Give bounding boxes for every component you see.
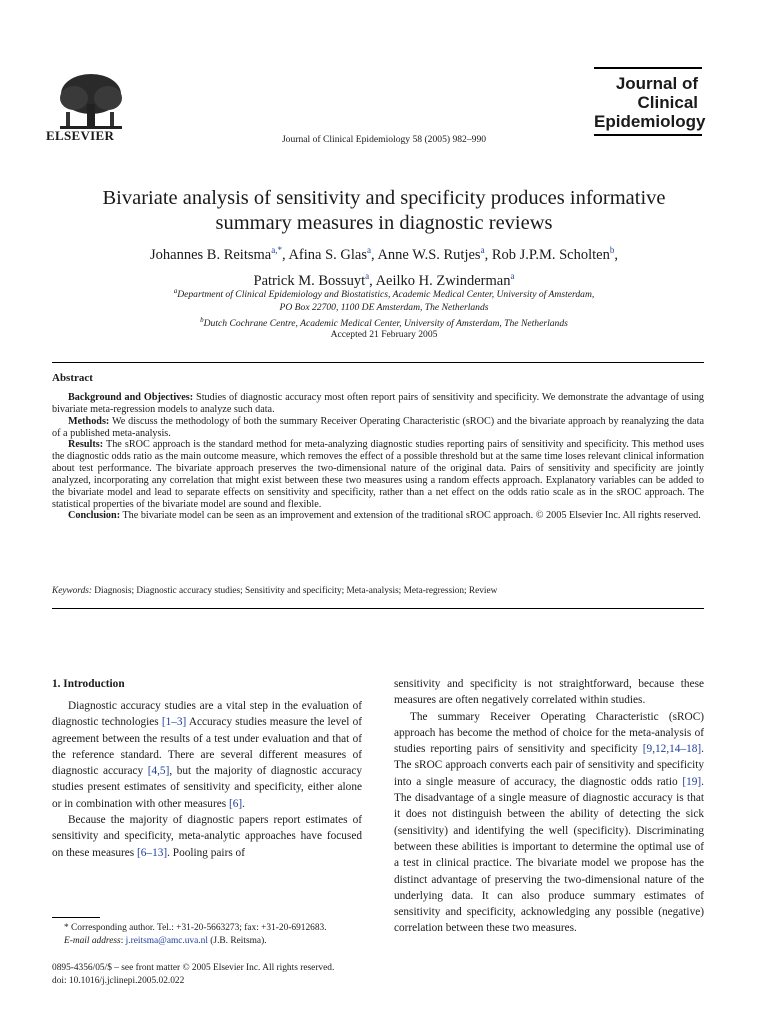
author-separator: ,: [369, 272, 376, 289]
paragraph: [394, 676, 704, 709]
page-footer: [52, 962, 334, 988]
right-column: [394, 676, 704, 937]
title-line: summary measures in diagnostic reviews: [215, 212, 553, 234]
copyright-line: 0895-4356/05/$ – see front matter © 2005 Elsevier Inc. All rights reserved.: [52, 963, 335, 973]
abstract-text: We discuss the methodology of both the summary Receiver Operating Characteristic (sROC) and the bivariate approach by reanalyzing the data of a published meta-analysis.: [52, 415, 704, 439]
affiliations: [40, 285, 728, 330]
author-separator: ,: [370, 246, 378, 263]
abstract-text: The bivariate model can be seen as an improvement and extension of the traditional sROC approach. © 2005 Elsevier Inc. All rights reserved.: [120, 510, 701, 522]
affiliation-text: Dutch Cochrane Centre, Academic Medical Center, University of Amsterdam, The Netherlands: [203, 318, 568, 330]
abstract-background: [52, 392, 704, 416]
author-name: Anne W.S. Rutjes: [377, 246, 481, 263]
affiliation-a: [40, 285, 728, 301]
author-affiliation-marker[interactable]: a,*: [271, 245, 282, 255]
left-column: [52, 698, 362, 861]
author-affiliation-marker[interactable]: a: [510, 270, 515, 281]
abstract-text: Studies of diagnostic accuracy most often report pairs of sensitivity and specificity. We demonstrate the advantage of using bivariate meta-regression models to analyze such data.: [52, 392, 705, 415]
paragraph-text: .: [242, 797, 245, 810]
email-link[interactable]: j.reitsma@amc.uva.nl: [125, 936, 208, 946]
article-title: [40, 186, 728, 236]
paragraph: [52, 812, 362, 861]
paragraph-text: Because the majority of diagnostic papers report estimates of sensitivity and specificity, meta-analytic approaches have focused on these measures: [52, 814, 362, 859]
citation-link[interactable]: [6]: [228, 797, 243, 810]
abstract-methods: [52, 416, 704, 440]
citation-link[interactable]: [9,12,14–18]: [642, 743, 702, 756]
email-suffix: (J.B. Reitsma).: [207, 936, 267, 946]
abstract-label: Results:: [68, 439, 104, 451]
paragraph: [52, 698, 362, 812]
accepted-date: Accepted 21 February 2005: [330, 329, 438, 340]
author-affiliation-marker[interactable]: a: [365, 270, 370, 281]
publisher-name: ELSEVIER: [46, 128, 115, 143]
author-name: Afina S. Glas: [288, 246, 367, 263]
author-affiliation-marker[interactable]: a: [366, 245, 371, 255]
keywords-label: Keywords:: [52, 586, 92, 596]
abstract-body: [52, 392, 704, 522]
section-heading: 1. Introduction: [52, 678, 125, 690]
doi-line: doi: 10.1016/j.jclinepi.2005.02.022: [52, 976, 185, 986]
paragraph-text: The summary Receiver Operating Characteristic (sROC) approach has become the method of choice for the meta-analysis of studies reporting pairs of sensitivity and specificity: [394, 710, 704, 756]
paragraph-text: sensitivity and specificity is not straightforward, because these measures are often negatively correlated within studies.: [394, 678, 704, 707]
author-separator: ,: [614, 246, 618, 263]
affiliation-marker: a: [173, 287, 178, 295]
abstract-label: Background and Objectives:: [68, 392, 194, 403]
paragraph-text: Diagnostic accuracy studies are a vital step in the evaluation of diagnostic technologies: [52, 700, 362, 729]
affiliation-text: Department of Clinical Epidemiology and Biostatistics, Academic Medical Center, University of Amsterdam,: [177, 289, 595, 301]
author-name: Aeilko H. Zwinderman: [375, 272, 511, 289]
divider: [52, 362, 704, 363]
title-line: Bivariate analysis of sensitivity and specificity produces informative: [102, 187, 666, 209]
citation-link[interactable]: [1–3]: [161, 716, 187, 729]
author-affiliation-marker[interactable]: a: [480, 245, 485, 255]
footnote-divider: [52, 917, 100, 918]
abstract-heading: Abstract: [52, 372, 93, 384]
author-separator: ,: [281, 246, 289, 263]
journal-name-line: Epidemiology: [594, 112, 706, 131]
affiliation-a-cont: PO Box 22700, 1100 DE Amsterdam, The Netherlands: [279, 302, 489, 314]
abstract-label: Methods:: [68, 415, 110, 427]
footnote-corresponding: * Corresponding author. Tel.: +31-20-5663273; fax: +31-20-6912683.: [64, 923, 327, 933]
abstract-conclusion: [52, 510, 704, 522]
divider: [52, 608, 704, 609]
abstract-text: The sROC approach is the standard method for meta-analyzing diagnostic studies reporting pairs of sensitivity and specificity. This method uses the diagnostic odds ratio as the main outcome measure, which removes the effect of a possible threshold but at the same time loses relevant clinical information about test performance. The bivariate approach preserves the two-dimensional nature of the original data. Pairs of sensitivity and specificity are jointly analyzed, incorporating any correlation that might exist between these two measures using a random effects approach. Explanatory variables can be added to the bivariate model and lead to separate effects on sensitivity and specificity, rather than a net effect on the odds ratio scale as in the sROC approach. The statistical properties of the bivariate model are sound and flexible.: [52, 439, 704, 510]
author-line: [40, 240, 728, 266]
author-affiliation-marker[interactable]: b: [609, 245, 615, 255]
author-name: Rob J.P.M. Scholten: [491, 246, 610, 263]
author-name: Johannes B. Reitsma: [150, 246, 272, 263]
paragraph-text: . The sROC approach converts each pair of sensitivity and specificity into a single measure of accuracy, the diagnostic odds ratio: [394, 743, 704, 788]
paragraph-text: . Pooling pairs of: [167, 846, 245, 859]
citation-link[interactable]: [4,5]: [147, 765, 170, 778]
affiliation-marker: b: [200, 316, 204, 325]
journal-logo-box: [594, 67, 706, 136]
paragraph-text: Accuracy studies measure the level of agreement between the results of a test under evaluation and that of the reference standard. There are several different measures of diagnostic accuracy: [52, 716, 363, 778]
citation-link[interactable]: [6–13]: [137, 846, 168, 859]
keywords-text: Diagnosis; Diagnostic accuracy studies; Sensitivity and specificity; Meta-analysis; Meta-regression; Review: [91, 586, 498, 596]
journal-citation: Journal of Clinical Epidemiology 58 (2005) 982–990: [281, 134, 487, 145]
paragraph-text: . The disadvantage of a single measure of diagnostic accuracy is that it does not distinguish between the ability of detecting the sick (sensitivity) and identifying the well (specificity). Discriminating between these abilities is important to determine the optimal use of a test in clinical practice. The bivariate model we propose has the distinct advantage of preserving the two-dimensional nature of the underlying data. It can also produce summary estimates of sensitivity and specificity, acknowledging any possible (negative) correlation between these two measures.: [394, 775, 704, 935]
author-list: [40, 240, 728, 292]
footnote-email: E-mail address: j.reitsma@amc.uva.nl (J.B. Reitsma).: [64, 936, 267, 946]
email-label: E-mail address: [64, 936, 121, 946]
keywords: [52, 586, 704, 596]
citation-link[interactable]: [19]: [682, 775, 702, 788]
footnote: [52, 922, 372, 948]
paragraph-text: , but the majority of diagnostic accuracy studies present estimates of sensitivity and specificity, either alone or in combination with other measures: [52, 765, 362, 810]
affiliation-b: [40, 314, 728, 330]
journal-name-line: Clinical: [637, 93, 698, 112]
journal-name-line: Journal of: [615, 74, 698, 93]
author-separator: ,: [484, 246, 492, 263]
abstract-label: Conclusion:: [68, 510, 121, 522]
abstract-results: [52, 439, 704, 510]
author-name: Patrick M. Bossuyt: [253, 272, 366, 289]
paragraph: [394, 709, 704, 937]
